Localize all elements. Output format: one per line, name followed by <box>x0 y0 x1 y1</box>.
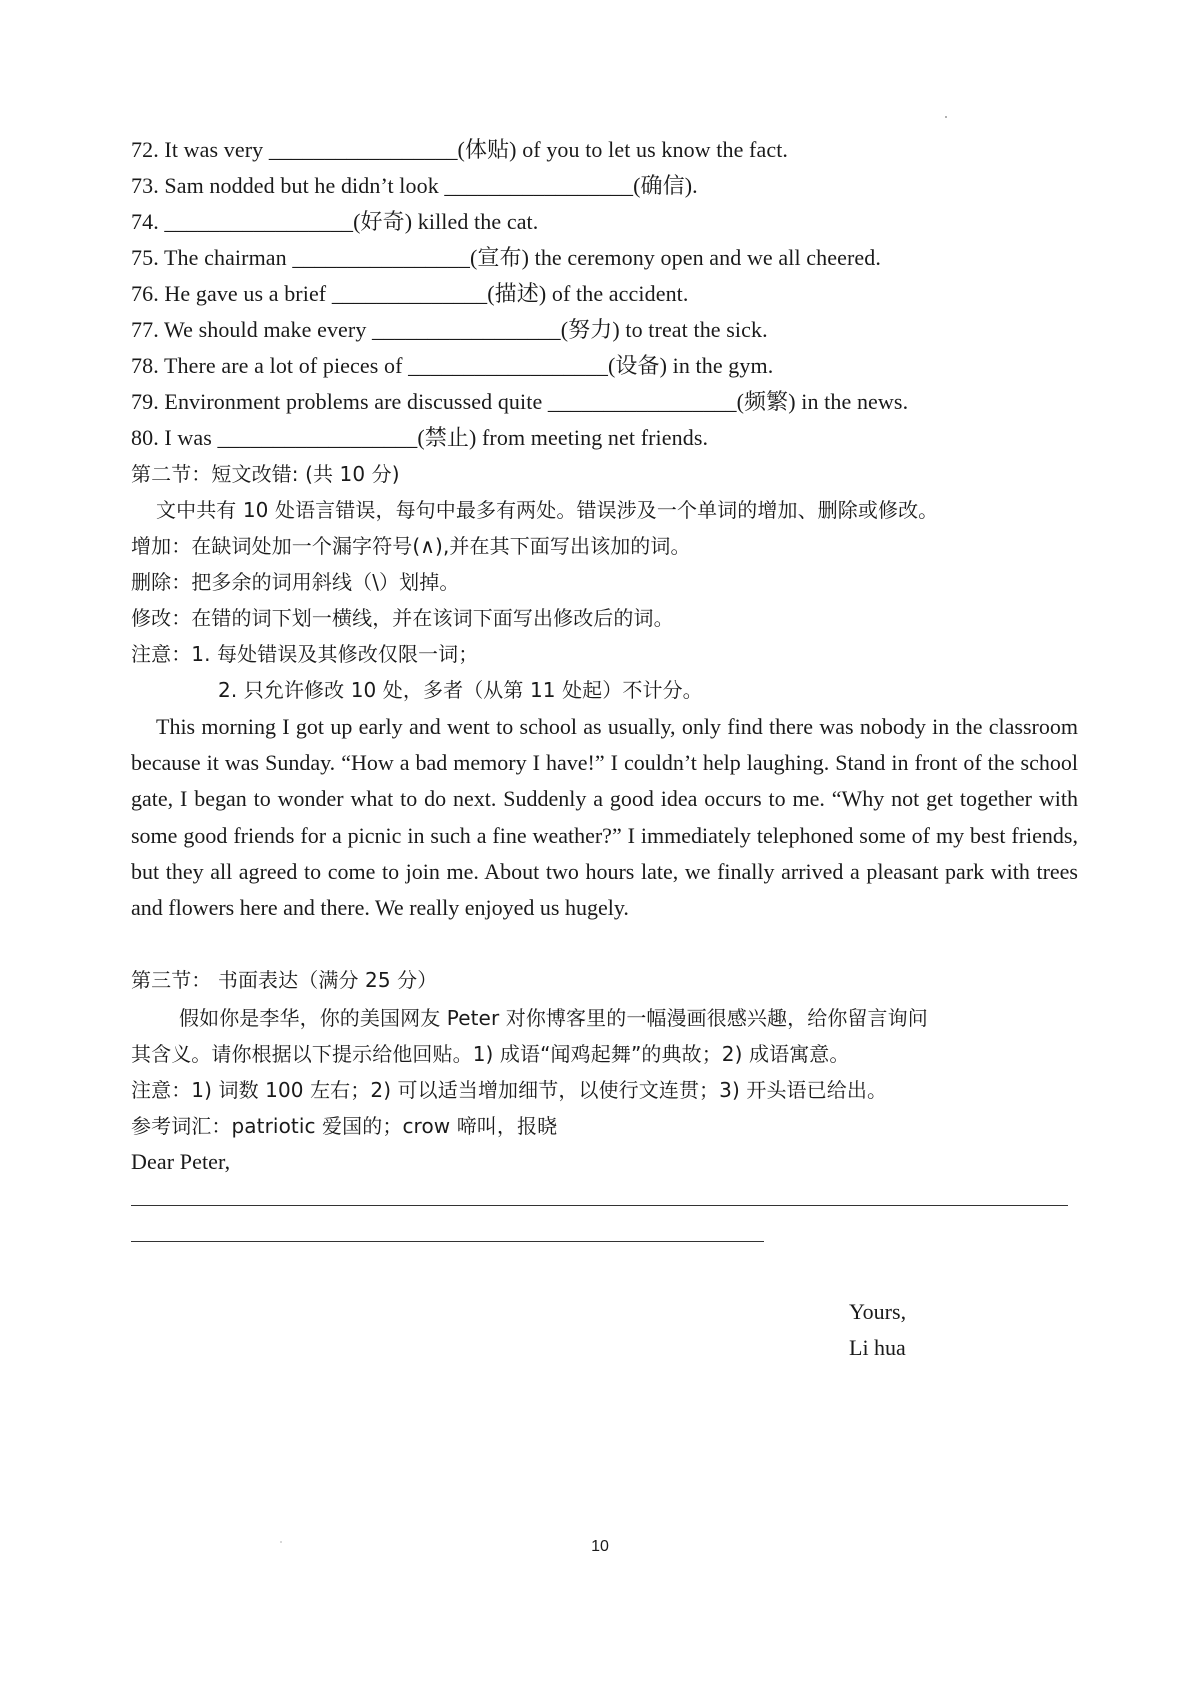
letter-signature: Li hua <box>849 1335 906 1360</box>
section3-title: 第三节： 书面表达（满分 25 分） <box>131 968 438 992</box>
question-78: 78. There are a lot of pieces of __________________(设备) in the gym. <box>131 353 774 378</box>
question-75: 75. The chairman ________________(宣布) the ceremony open and we all cheered. <box>131 245 881 270</box>
answer-line-1 <box>131 1205 1068 1206</box>
question-80: 80. I was __________________(禁止) from meeting net friends. <box>131 425 709 450</box>
section2-note-1: 注意：1. 每处错误及其修改仅限一词； <box>131 642 479 666</box>
question-73: 73. Sam nodded but he didn’t look _________________(确信). <box>131 173 698 198</box>
section2-add-rule: 增加：在缺词处加一个漏字符号(∧),并在其下面写出该加的词。 <box>131 534 691 558</box>
letter-greeting: Dear Peter, <box>131 1149 231 1174</box>
letter-closing: Yours, <box>849 1299 907 1324</box>
question-79: 79. Environment problems are discussed quite _________________(频繁) in the news. <box>131 389 909 414</box>
question-74: 74. _________________(好奇) killed the cat. <box>131 209 539 234</box>
section2-modify-rule: 修改：在错的词下划一横线，并在该词下面写出修改后的词。 <box>131 606 674 630</box>
question-77: 77. We should make every _________________(努力) to treat the sick. <box>131 317 768 342</box>
section3-vocab: 参考词汇：patriotic 爱国的；crow 啼叫，报晓 <box>131 1114 558 1138</box>
question-72: 72. It was very _________________(体贴) of you to let us know the fact. <box>131 137 789 162</box>
section2-intro: 文中共有 10 处语言错误，每句中最多有两处。错误涉及一个单词的增加、删除或修改。 <box>156 498 939 522</box>
section2-note-2: 2. 只允许修改 10 处，多者（从第 11 处起）不计分。 <box>218 678 703 702</box>
page-number: 10 <box>591 1538 609 1555</box>
section3-note: 注意：1) 词数 100 左右；2) 可以适当增加细节，以使行文连贯；3) 开头语已给出。 <box>131 1078 888 1102</box>
scan-speck <box>280 1541 282 1543</box>
question-76: 76. He gave us a brief ______________(描述) of the accident. <box>131 281 689 306</box>
section3-prompt-1: 假如你是李华，你的美国网友 Peter 对你博客里的一幅漫画很感兴趣，给你留言询问 <box>179 1006 928 1030</box>
scan-speck <box>945 116 947 118</box>
section3-prompt-2: 其含义。请你根据以下提示给他回贴。1) 成语“闻鸡起舞”的典故；2) 成语寓意。 <box>131 1042 850 1066</box>
error-correction-passage: This morning I got up early and went to school as usually, only find there was nobody in the classroom because it was Sunday. “How a bad memory I have!” I couldn’t help laughing. Stand in front of the school gate, I began to wonder what to do next. Suddenly a good idea occurs to me. “Why not get together with some good friends for a picnic in such a fine weather?” I immediately telephoned some of my best friends, but they all agreed to come to join me. About two hours late, we finally arrived a pleasant park with trees and flowers here and there. We really enjoyed us hugely. <box>131 714 1078 921</box>
answer-line-2 <box>131 1241 764 1242</box>
section2-title: 第二节：短文改错: (共 10 分) <box>131 462 400 486</box>
section2-delete-rule: 删除：把多余的词用斜线（\）划掉。 <box>131 570 460 594</box>
